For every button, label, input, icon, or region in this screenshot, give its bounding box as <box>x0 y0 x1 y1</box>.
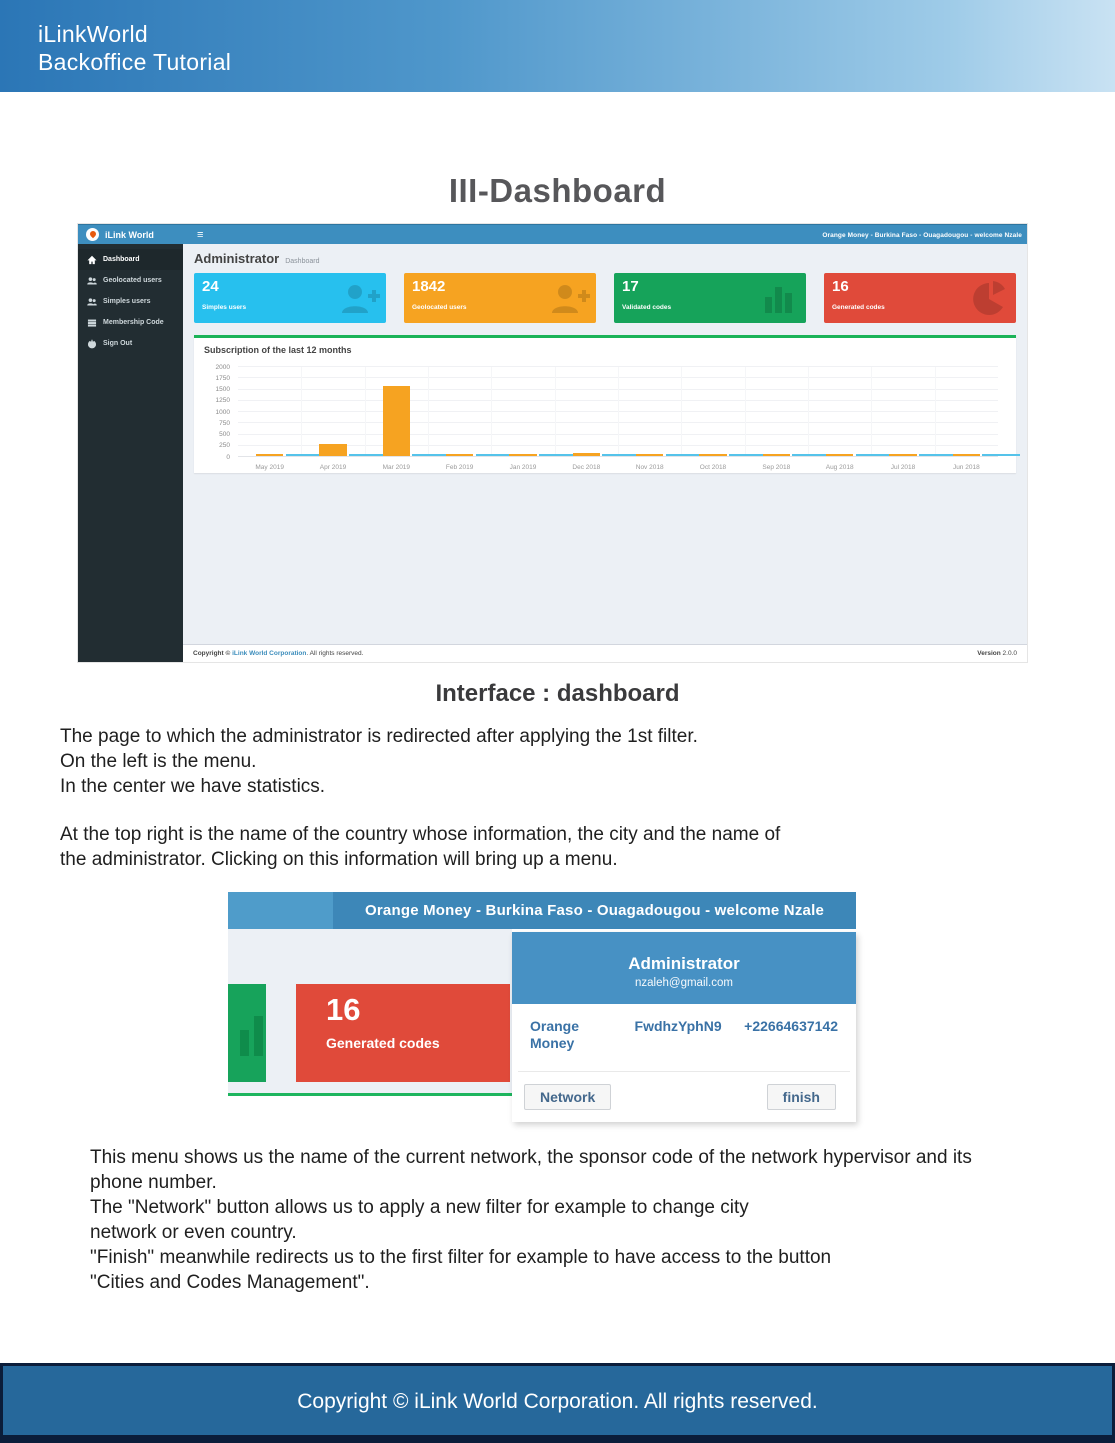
home-icon <box>87 255 97 265</box>
x-axis-tick: Mar 2019 <box>382 464 411 471</box>
network-name: Orange Money <box>530 1018 580 1051</box>
pie-chart-icon <box>970 279 1010 319</box>
chart-bar <box>319 444 346 456</box>
sidebar-item-membership-code[interactable] <box>78 312 183 333</box>
chart-line-segment <box>412 454 450 456</box>
sidebar-item-label: Sign Out <box>103 340 133 347</box>
interface-caption: Interface : dashboard <box>435 680 680 707</box>
page-title: III-Dashboard <box>448 172 667 209</box>
chart-line-segment <box>919 454 957 456</box>
card-value: 24 <box>202 278 219 295</box>
app-logo-icon <box>86 228 99 241</box>
sidebar-item-dashboard[interactable] <box>78 249 183 270</box>
user-plus-icon <box>340 279 380 319</box>
users-icon <box>87 276 97 286</box>
dashboard-footer-left: Copyright © iLink World Corporation. All rights reserved. <box>193 650 364 657</box>
card-value: 17 <box>622 278 639 295</box>
bar-chart-icon <box>240 1030 249 1056</box>
card-label: Generated codes <box>832 304 885 311</box>
chart-line-segment <box>539 454 577 456</box>
y-axis-tick: 0 <box>226 453 230 461</box>
sponsor-code: FwdhzYphN9 <box>634 1018 722 1034</box>
chart-plot <box>238 359 998 471</box>
chart-bar <box>699 454 726 456</box>
header-line2: Backoffice Tutorial <box>38 49 232 75</box>
x-axis-tick: Nov 2018 <box>635 464 664 471</box>
chart-bar <box>383 386 410 456</box>
chart-line-segment <box>602 454 640 456</box>
sidebar-item-sign-out[interactable] <box>78 333 183 354</box>
y-axis-tick: 1750 <box>215 374 230 382</box>
x-axis-tick: Jun 2018 <box>952 464 980 471</box>
chart-bar <box>763 454 790 456</box>
generated-codes-card <box>296 984 510 1082</box>
chart-line-segment <box>729 454 767 456</box>
topbar-user-info[interactable]: Orange Money - Burkina Faso - Ouagadougou - welcome Nzale <box>822 231 1022 239</box>
bar-chart-icon <box>254 1016 263 1056</box>
subscription-chart <box>204 359 1006 471</box>
card-value: 16 <box>326 992 361 1027</box>
popup-info-row <box>512 1004 856 1071</box>
chart-bar <box>826 454 853 456</box>
chart-box <box>194 335 1016 473</box>
stat-card-validated-codes <box>614 273 806 323</box>
sidebar-item-geolocated-users[interactable] <box>78 270 183 291</box>
finish-button[interactable]: finish <box>767 1084 836 1110</box>
sidebar-item-simples-users[interactable] <box>78 291 183 312</box>
popup-topbar <box>228 892 856 929</box>
x-axis-tick: Aug 2018 <box>825 464 854 471</box>
y-axis-tick: 1500 <box>215 386 230 393</box>
bar-chart-icon <box>760 279 800 319</box>
popup-email: nzaleh@gmail.com <box>635 977 733 989</box>
chart-bar <box>446 454 473 456</box>
x-axis-tick: Jan 2019 <box>509 464 537 471</box>
chart-line-segment <box>476 454 514 456</box>
stat-card-geolocated-users <box>404 273 596 323</box>
sidebar-item-label: Dashboard <box>103 256 140 263</box>
content-heading <box>194 251 1016 266</box>
phone-number: +22664637142 <box>744 1018 838 1034</box>
y-axis-tick: 1000 <box>215 408 230 416</box>
dashboard-screenshot <box>78 224 1027 662</box>
chart-bar <box>953 454 980 456</box>
header-line1: iLinkWorld <box>38 21 148 47</box>
x-axis-tick: Sep 2018 <box>762 464 791 471</box>
page-header <box>0 0 1115 92</box>
card-value: 1842 <box>412 278 446 295</box>
stat-card-simples-users <box>194 273 386 323</box>
chart-bar <box>509 454 536 456</box>
chart-title: Subscription of the last 12 months <box>204 345 352 355</box>
x-axis-tick: Dec 2018 <box>572 464 601 471</box>
card-label: Simples users <box>202 304 247 311</box>
menu-screenshot <box>228 892 856 1127</box>
x-axis-tick: Oct 2018 <box>699 464 727 471</box>
heading-breadcrumb: Dashboard <box>285 258 320 265</box>
y-axis-tick: 1250 <box>215 397 230 405</box>
users-icon <box>87 297 97 307</box>
sidebar-item-label: Membership Code <box>103 319 164 326</box>
user-menu-popup <box>512 932 856 1122</box>
chart-bar <box>256 454 283 456</box>
x-axis-tick: Feb 2019 <box>445 464 474 471</box>
network-button[interactable]: Network <box>524 1084 611 1110</box>
chart-line-segment <box>349 454 387 456</box>
validated-codes-card-fragment <box>228 984 266 1082</box>
paragraph-1: The page to which the administrator is redirected after applying the 1st filter. On the left is the menu. In the center we have statistics. At the top right is the name of the country whose information, the city and the name of the administrator. Clicking on this information will bring up a menu. <box>60 726 781 870</box>
stat-card-generated-codes <box>824 273 1016 323</box>
brand-area[interactable] <box>78 228 183 241</box>
x-axis-tick: Apr 2019 <box>319 464 347 471</box>
sidebar-item-label: Simples users <box>103 298 151 305</box>
card-value: 16 <box>832 278 849 295</box>
dashboard-topbar <box>78 224 1027 244</box>
chart-bar <box>889 454 916 456</box>
power-icon <box>87 339 97 349</box>
chart-line-segment <box>666 454 704 456</box>
dashboard-footer <box>183 644 1027 662</box>
chart-line-segment <box>982 454 1020 456</box>
hamburger-menu-icon[interactable]: ≡ <box>197 228 204 241</box>
chart-line-segment <box>792 454 830 456</box>
x-axis-tick: Jul 2018 <box>890 464 916 471</box>
heading-title: Administrator <box>194 251 280 266</box>
y-axis-tick: 500 <box>219 431 230 438</box>
footer-brand-link[interactable]: iLink World Corporation <box>232 650 307 657</box>
popup-title: Administrator <box>628 954 740 973</box>
paragraph-2: This menu shows us the name of the current network, the sponsor code of the network hypervisor and its phone number. The "Network" button allows us to apply a new filter for example to change city network or even country. "Finish" meanwhile redirects us to the first filter for example to have access to the button "Cities and Codes Management". <box>90 1147 972 1293</box>
card-label: Geolocated users <box>412 304 467 311</box>
y-axis-tick: 750 <box>219 419 230 427</box>
chart-line-segment <box>856 454 894 456</box>
chart-bar <box>573 453 600 456</box>
list-icon <box>87 318 97 328</box>
sidebar-item-label: Geolocated users <box>103 277 162 284</box>
popup-topbar-spacer <box>228 892 333 929</box>
chart-line-segment <box>286 454 324 456</box>
user-plus-icon <box>550 279 590 319</box>
card-label: Generated codes <box>326 1035 440 1051</box>
stat-cards-row <box>194 273 1016 323</box>
popup-header <box>512 932 856 1004</box>
card-label: Validated codes <box>622 304 672 311</box>
page-footer: Copyright © iLink World Corporation. All rights reserved. <box>0 1363 1115 1443</box>
dashboard-version: Version 2.0.0 <box>977 650 1017 657</box>
chart-bar <box>636 454 663 456</box>
y-axis-tick: 2000 <box>215 363 230 371</box>
brand-name: iLink World <box>105 229 154 240</box>
y-axis-tick: 250 <box>219 442 230 450</box>
sidebar <box>78 244 183 662</box>
x-axis-tick: May 2019 <box>255 464 284 471</box>
popup-topbar-user-info[interactable]: Orange Money - Burkina Faso - Ouagadougou - welcome Nzale <box>333 892 856 929</box>
